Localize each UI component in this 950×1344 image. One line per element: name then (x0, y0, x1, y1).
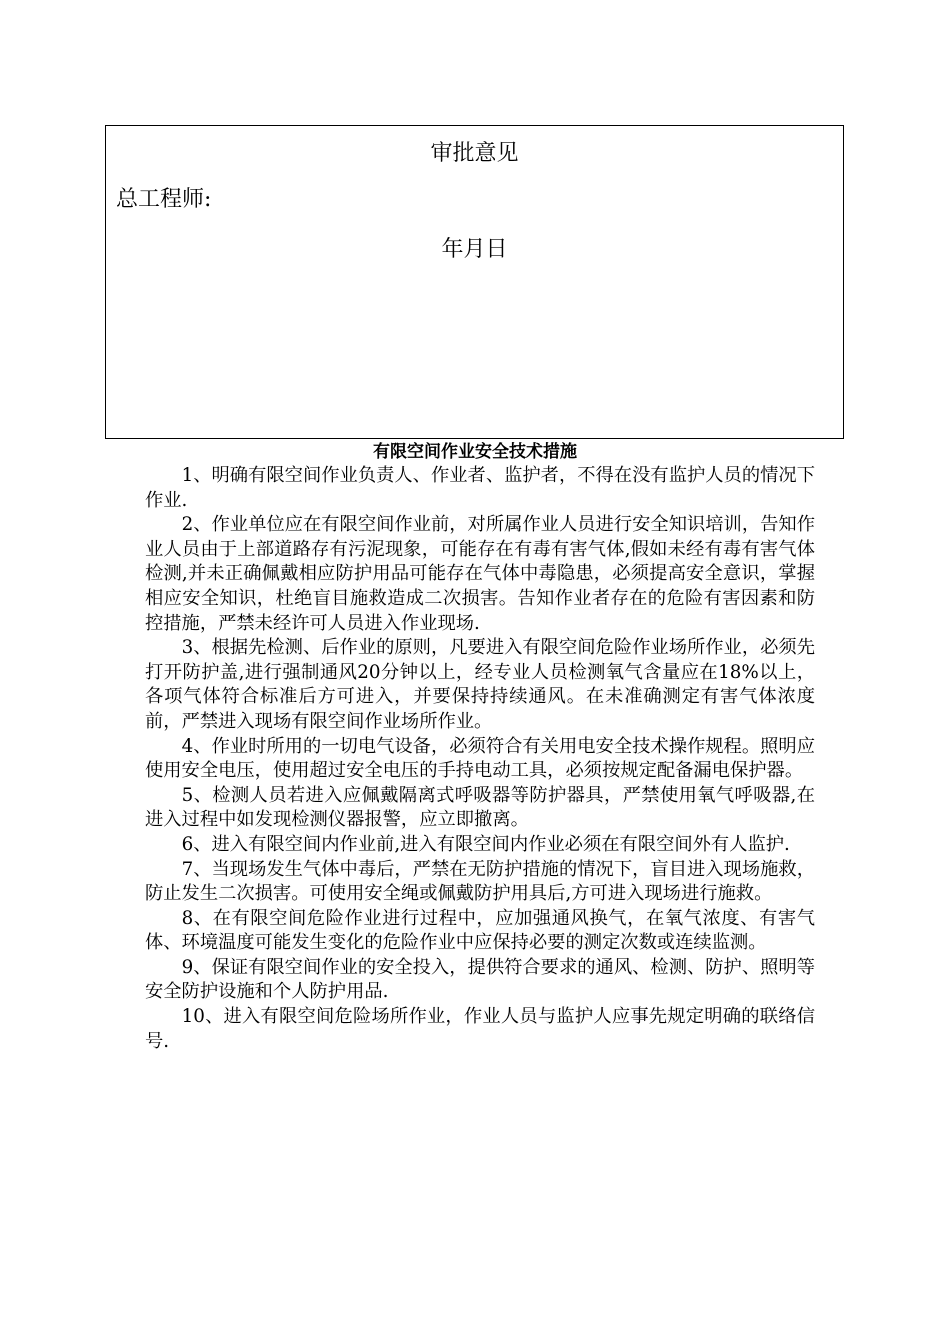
approval-title: 审批意见 (430, 141, 519, 166)
measures-body (145, 464, 815, 1054)
approval-box (105, 125, 844, 439)
measure-paragraph: 6、进入有限空间内作业前,进入有限空间内作业必须在有限空间外有人监护. (181, 833, 790, 855)
document-title: 有限空间作业安全技术措施 (373, 442, 577, 462)
measure-paragraph: 1、明确有限空间作业负责人、作业者、监护者，不得在没有监护人员的情况下作业. (145, 465, 815, 511)
date-label: 年月日 (441, 237, 508, 262)
measure-paragraph: 10、进入有限空间危险场所作业，作业人员与监护人应事先规定明确的联络信号. (145, 1006, 815, 1052)
measure-paragraph: 8、在有限空间危险作业进行过程中，应加强通风换气，在氧气浓度、有害气体、环境温度可能发生变化的危险作业中应保持必要的测定次数或连续监测。 (145, 907, 815, 954)
chief-engineer-label: 总工程师: (116, 187, 212, 212)
measure-paragraph: 5、检测人员若进入应佩戴隔离式呼吸器等防护器具，严禁使用氧气呼吸器,在进入过程中如发现检测仪器报警，应立即撤离。 (145, 784, 815, 831)
measure-paragraph: 2、作业单位应在有限空间作业前，对所属作业人员进行安全知识培训，告知作业人员由于上部道路存有污泥现象，可能存在有毒有害气体,假如未经有毒有害气体检测,并未正确佩戴相应防护用品可能存在气体中毒隐患，必须提高安全意识，掌握相应安全知识，杜绝盲目施救造成二次损害。告知作业者存在的危险有害因素和防控措施，严禁未经许可人员进入作业现场. (145, 514, 815, 634)
measure-paragraph: 9、保证有限空间作业的安全投入，提供符合要求的通风、检测、防护、照明等安全防护设施和个人防护用品. (145, 956, 815, 1003)
measure-paragraph: 3、根据先检测、后作业的原则，凡要进入有限空间危险作业场所作业，必须先打开防护盖,进行强制通风20分钟以上，经专业人员检测氧气含量应在18%以上，各项气体符合标准后方可进入，并要保持持续通风。在未准确测定有害气体浓度前，严禁进入现场有限空间作业场所作业。 (145, 637, 815, 732)
measure-paragraph: 7、当现场发生气体中毒后，严禁在无防护措施的情况下，盲目进入现场施救，防止发生二次损害。可使用安全绳或佩戴防护用具后,方可进入现场进行施救。 (145, 858, 815, 905)
measure-paragraph: 4、作业时所用的一切电气设备，必须符合有关用电安全技术操作规程。照明应使用安全电压，使用超过安全电压的手持电动工具，必须按规定配备漏电保护器。 (145, 735, 815, 782)
